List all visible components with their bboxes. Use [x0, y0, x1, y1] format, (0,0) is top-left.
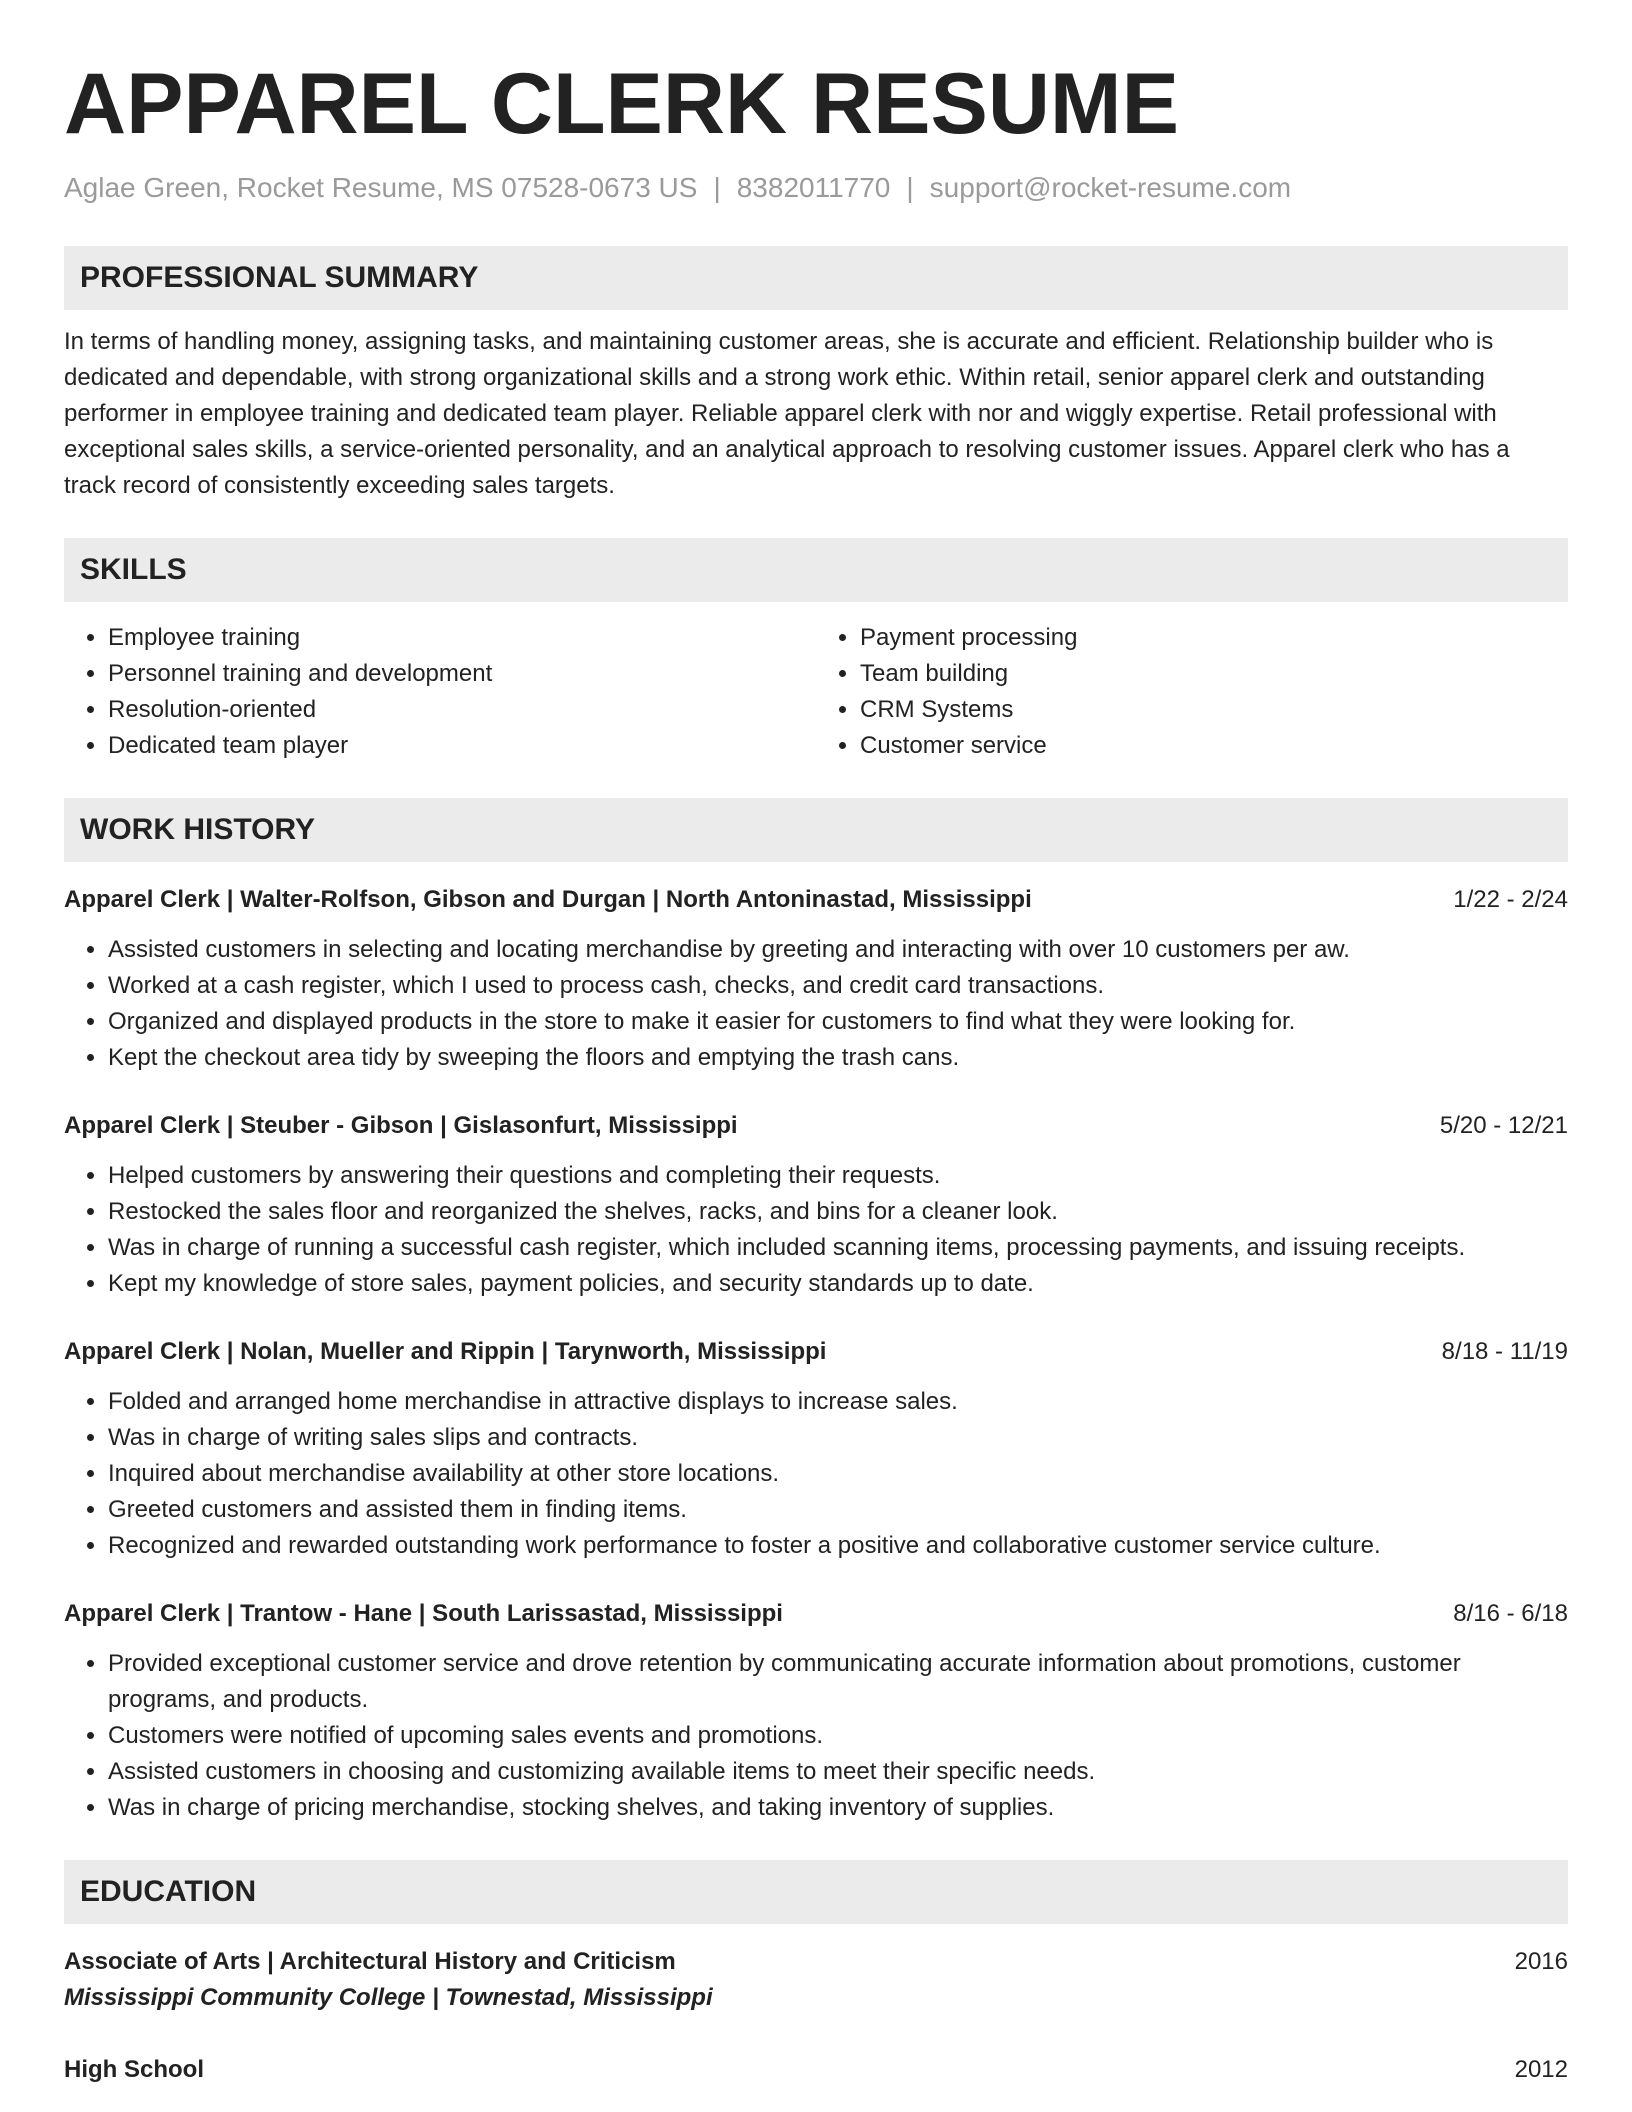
contact-line	[64, 170, 1568, 206]
job-dates: 8/18 - 11/19	[1441, 1338, 1568, 1365]
education-entry	[64, 1944, 1568, 2016]
job-bullets	[64, 1158, 1568, 1302]
job-bullet: • Was in charge of pricing merchandise, stocking shelves, and taking inventory of supplies.	[108, 1790, 1568, 1826]
skill-item: • Resolution-oriented	[108, 692, 816, 728]
job-dates: 8/16 - 6/18	[1453, 1600, 1568, 1627]
contact-address: Aglae Green, Rocket Resume, MS 07528-0673 US	[64, 172, 698, 203]
section-header-education: EDUCATION	[64, 1860, 1568, 1924]
job-title: Apparel Clerk | Trantow - Hane | South Larissastad, Mississippi	[64, 1600, 783, 1627]
job-bullets	[64, 1384, 1568, 1564]
job-title: Apparel Clerk | Nolan, Mueller and Rippin | Tarynworth, Mississippi	[64, 1338, 827, 1365]
job-bullet: • Helped customers by answering their questions and completing their requests.	[108, 1158, 1568, 1194]
contact-phone: 8382011770	[736, 172, 891, 203]
job-bullet: • Kept the checkout area tidy by sweeping the floors and emptying the trash cans.	[108, 1040, 1568, 1076]
job-entry	[64, 1334, 1568, 1564]
job-header	[64, 1334, 1568, 1370]
job-bullet: • Recognized and rewarded outstanding work performance to foster a positive and collaborative customer service culture.	[108, 1528, 1568, 1564]
job-bullet: • Assisted customers in selecting and locating merchandise by greeting and interacting with over 10 customers per aw.	[108, 932, 1568, 968]
skill-item: • Customer service	[860, 728, 1568, 764]
job-bullet: • Kept my knowledge of store sales, payment policies, and security standards up to date.	[108, 1266, 1568, 1302]
job-dates: 1/22 - 2/24	[1453, 886, 1568, 913]
skills-column-right	[816, 620, 1568, 764]
job-bullet: • Folded and arranged home merchandise in attractive displays to increase sales.	[108, 1384, 1568, 1420]
job-dates: 5/20 - 12/21	[1439, 1112, 1568, 1139]
job-bullet: • Assisted customers in choosing and customizing available items to meet their specific needs.	[108, 1754, 1568, 1790]
education-header	[64, 2052, 1568, 2088]
skill-item: • Payment processing	[860, 620, 1568, 656]
job-entry	[64, 1108, 1568, 1302]
education-year: 2012	[1514, 2056, 1568, 2083]
job-bullets	[64, 932, 1568, 1076]
skill-item: • CRM Systems	[860, 692, 1568, 728]
contact-separator: |	[906, 172, 914, 203]
job-bullets	[64, 1646, 1568, 1826]
job-bullet: • Provided exceptional customer service and drove retention by communicating accurate information about promotions, customer programs, and products.	[108, 1646, 1568, 1718]
skills-column-left	[64, 620, 816, 764]
job-bullet: • Restocked the sales floor and reorganized the shelves, racks, and bins for a cleaner look.	[108, 1194, 1568, 1230]
education-year: 2016	[1514, 1948, 1568, 1975]
section-header-summary: PROFESSIONAL SUMMARY	[64, 246, 1568, 310]
job-header	[64, 882, 1568, 918]
skill-item: • Personnel training and development	[108, 656, 816, 692]
job-bullet: • Was in charge of writing sales slips and contracts.	[108, 1420, 1568, 1456]
education-degree: High School	[64, 2056, 204, 2083]
job-bullet: • Was in charge of running a successful cash register, which included scanning items, processing payments, and issuing receipts.	[108, 1230, 1568, 1266]
job-header	[64, 1108, 1568, 1144]
skill-item: • Team building	[860, 656, 1568, 692]
contact-email: support@rocket-resume.com	[929, 172, 1292, 203]
resume-title: APPAREL CLERK RESUME	[64, 56, 1179, 152]
skill-item: • Dedicated team player	[108, 728, 816, 764]
education-degree: Associate of Arts | Architectural History and Criticism	[64, 1948, 676, 1975]
skills-list	[64, 620, 1568, 764]
job-bullet: • Inquired about merchandise availability at other store locations.	[108, 1456, 1568, 1492]
job-bullet: • Customers were notified of upcoming sales events and promotions.	[108, 1718, 1568, 1754]
education-header	[64, 1944, 1568, 1980]
job-bullet: • Organized and displayed products in the store to make it easier for customers to find what they were looking for.	[108, 1004, 1568, 1040]
skill-item: • Employee training	[108, 620, 816, 656]
education-entry	[64, 2052, 1568, 2088]
section-header-skills: SKILLS	[64, 538, 1568, 602]
section-header-work-history: WORK HISTORY	[64, 798, 1568, 862]
contact-separator: |	[713, 172, 721, 203]
job-header	[64, 1596, 1568, 1632]
job-bullet: • Worked at a cash register, which I used to process cash, checks, and credit card transactions.	[108, 968, 1568, 1004]
job-bullet: • Greeted customers and assisted them in finding items.	[108, 1492, 1568, 1528]
job-entry	[64, 882, 1568, 1076]
job-title: Apparel Clerk | Steuber - Gibson | Gislasonfurt, Mississippi	[64, 1112, 738, 1139]
summary-text: In terms of handling money, assigning tasks, and maintaining customer areas, she is accurate and efficient. Relationship builder who is dedicated and dependable, with strong organizational skills and a strong work ethic. Within retail, senior apparel clerk and outstanding performer in employee training and dedicated team player. Reliable apparel clerk with nor and wiggly expertise. Retail professional with exceptional sales skills, a service-oriented personality, and an analytical approach to resolving customer issues. Apparel clerk who has a track record of consistently exceeding sales targets.	[64, 328, 1510, 499]
job-entry	[64, 1596, 1568, 1826]
job-title: Apparel Clerk | Walter-Rolfson, Gibson and Durgan | North Antoninastad, Mississippi	[64, 886, 1032, 913]
education-school: Mississippi Community College | Townestad, Mississippi	[64, 1984, 713, 2011]
